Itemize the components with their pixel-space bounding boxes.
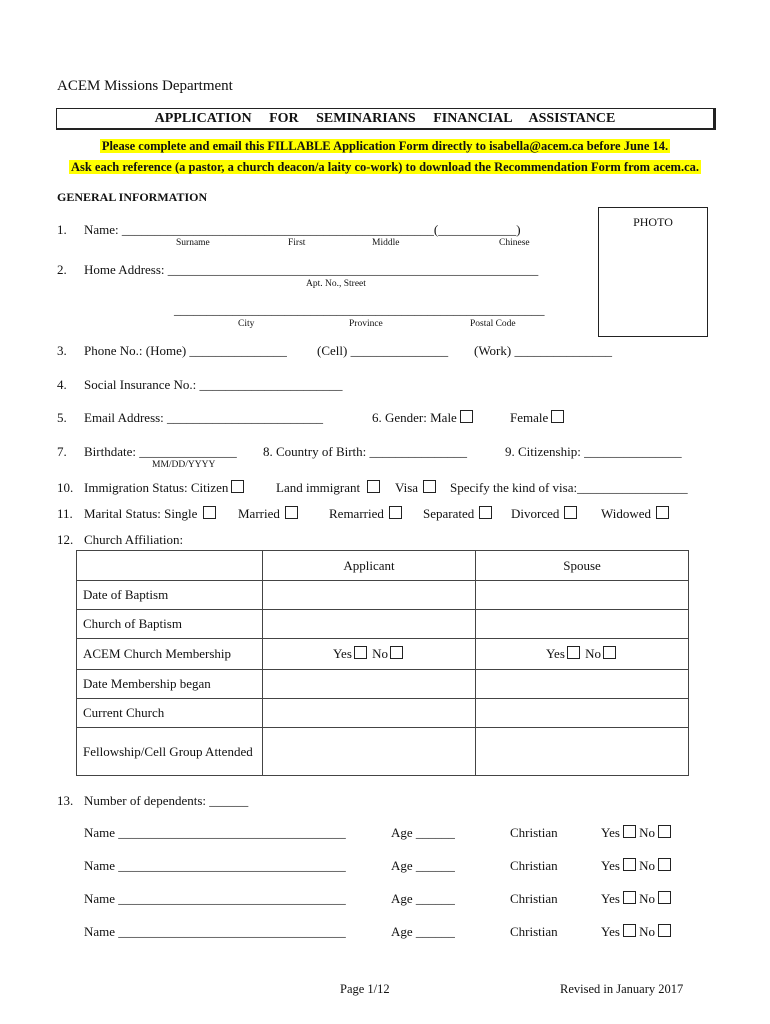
photo-label: PHOTO [633, 215, 673, 229]
birthdate-field[interactable]: Birthdate: _______________ [84, 444, 237, 459]
dependent-yes-checkbox[interactable] [623, 924, 636, 937]
dependents-count-field[interactable]: Number of dependents: ______ [84, 793, 249, 808]
visa-label: Visa [395, 480, 419, 495]
yes-label: Yes [601, 891, 620, 906]
gender-male-label: 6. Gender: Male [372, 410, 457, 425]
table-row [77, 610, 689, 639]
photo-box[interactable] [598, 207, 708, 337]
applicant-membership-began[interactable] [263, 670, 476, 699]
sub-first: First [288, 238, 306, 248]
section-general-info: GENERAL INFORMATION [57, 190, 208, 204]
dependent-no-checkbox[interactable] [658, 858, 671, 871]
sin-field[interactable]: Social Insurance No.: ______________________ [84, 377, 343, 392]
name-field[interactable]: Name: ________________________________________________(____________) [84, 222, 521, 237]
phone-work-field[interactable]: (Work) _______________ [474, 343, 612, 358]
yes-label: Yes [601, 858, 620, 873]
department-name: ACEM Missions Department [57, 78, 233, 94]
row-label-date-of-baptism: Date of Baptism [77, 581, 263, 610]
notice-line-2 [0, 158, 770, 176]
sub-date-format: MM/DD/YYYY [152, 460, 216, 470]
applicant-membership-yes-checkbox[interactable] [354, 646, 367, 659]
applicant-membership-no-checkbox[interactable] [390, 646, 403, 659]
widowed-label: Widowed [601, 506, 652, 521]
applicant-current-church[interactable] [263, 699, 476, 728]
spouse-membership-began[interactable] [476, 670, 689, 699]
dependent-no-checkbox[interactable] [658, 825, 671, 838]
page-number: Page 1/12 [340, 982, 390, 996]
row-label-current-church: Current Church [77, 699, 263, 728]
yes-label: Yes [601, 924, 620, 939]
spouse-fellowship[interactable] [476, 728, 689, 776]
q4-number: 4. [57, 377, 67, 392]
separated-checkbox[interactable] [479, 506, 492, 519]
dependent-christian-label: Christian [510, 825, 558, 840]
dependent-yes-no [601, 825, 671, 841]
row-label-membership-began: Date Membership began [77, 670, 263, 699]
church-affiliation-table [76, 550, 689, 776]
spouse-membership-no-checkbox[interactable] [603, 646, 616, 659]
spouse-yes-label: Yes [545, 646, 565, 661]
no-label: No [639, 825, 656, 840]
col-spouse: Spouse [476, 551, 689, 581]
separated-label: Separated [423, 506, 475, 521]
sub-city: City [238, 319, 255, 329]
gender-label [372, 410, 473, 426]
dependent-name-field[interactable]: Name ___________________________________ [84, 825, 346, 840]
sub-postal: Postal Code [470, 319, 516, 329]
dependent-yes-no [601, 924, 671, 940]
divorced-label: Divorced [511, 506, 560, 521]
notice-email: Please complete and email this FILLABLE Application Form directly to isabella@acem.ca before June 14. [101, 139, 669, 153]
email-field[interactable]: Email Address: ________________________ [84, 410, 324, 425]
marital-separated [423, 506, 492, 522]
gender-female [510, 410, 564, 426]
dependent-yes-no [601, 891, 671, 907]
widowed-checkbox[interactable] [656, 506, 669, 519]
dependent-age-field[interactable]: Age ______ [391, 858, 455, 873]
immigration-citizen [84, 480, 244, 496]
table-row [77, 581, 689, 610]
remarried-checkbox[interactable] [389, 506, 402, 519]
applicant-church-of-baptism[interactable] [263, 610, 476, 639]
country-of-birth-field[interactable]: 8. Country of Birth: _______________ [263, 444, 468, 459]
q3-number: 3. [57, 343, 67, 358]
q5-number: 5. [57, 410, 67, 425]
applicant-date-of-baptism[interactable] [263, 581, 476, 610]
dependent-no-checkbox[interactable] [658, 924, 671, 937]
immigration-citizen-label: Immigration Status: Citizen [84, 480, 229, 495]
q7-number: 7. [57, 444, 67, 459]
table-corner [77, 551, 263, 581]
notice-reference: Ask each reference (a pastor, a church deacon/a laity co-work) to download the Recommendation Form from acem.ca. [70, 160, 700, 174]
dependent-yes-no [601, 858, 671, 874]
sub-chinese: Chinese [499, 238, 530, 248]
land-immigrant-checkbox[interactable] [367, 480, 380, 493]
q1-number: 1. [57, 222, 67, 237]
row-label-church-of-baptism: Church of Baptism [77, 610, 263, 639]
table-row [77, 728, 689, 776]
visa-checkbox[interactable] [423, 480, 436, 493]
col-applicant: Applicant [263, 551, 476, 581]
q2-number: 2. [57, 262, 67, 277]
sub-street: Apt. No., Street [306, 279, 366, 289]
marital-married [238, 506, 298, 522]
city-province-postal-field[interactable]: _________________________________________________________ [174, 302, 545, 317]
revision-note: Revised in January 2017 [560, 982, 684, 996]
table-row [77, 699, 689, 728]
dependent-christian-label: Christian [510, 858, 558, 873]
gender-female-checkbox[interactable] [551, 410, 564, 423]
phone-home-field[interactable]: Phone No.: (Home) _______________ [84, 343, 287, 358]
dependent-christian-label: Christian [510, 891, 558, 906]
single-checkbox[interactable] [203, 506, 216, 519]
yes-label: Yes [601, 825, 620, 840]
immigration-land [276, 480, 380, 496]
divorced-checkbox[interactable] [564, 506, 577, 519]
marital-single [84, 506, 216, 522]
visa-kind-field[interactable]: Specify the kind of visa:_________________ [450, 480, 688, 495]
spouse-current-church[interactable] [476, 699, 689, 728]
dependent-christian-label: Christian [510, 924, 558, 939]
applicant-no-label: No [372, 646, 389, 661]
sub-middle: Middle [372, 238, 400, 248]
dependent-name-field[interactable]: Name ___________________________________ [84, 891, 346, 906]
table-row [77, 670, 689, 699]
q12-number: 12. [57, 532, 74, 547]
marital-widowed [601, 506, 669, 522]
no-label: No [639, 891, 656, 906]
citizenship-field[interactable]: 9. Citizenship: _______________ [505, 444, 682, 459]
q11-number: 11. [57, 506, 73, 521]
gender-female-label: Female [510, 410, 549, 425]
no-label: No [639, 858, 656, 873]
dependent-age-field[interactable]: Age ______ [391, 891, 455, 906]
spouse-no-label: No [585, 646, 602, 661]
citizen-checkbox[interactable] [231, 480, 244, 493]
row-label-acem-membership: ACEM Church Membership [77, 639, 263, 670]
form-title: APPLICATION FOR SEMINARIANS FINANCIAL ASSISTANCE [154, 111, 616, 126]
spouse-church-of-baptism[interactable] [476, 610, 689, 639]
dependent-no-checkbox[interactable] [658, 891, 671, 904]
spouse-membership [476, 639, 689, 670]
spouse-date-of-baptism[interactable] [476, 581, 689, 610]
q10-number: 10. [57, 480, 74, 495]
form-title-box [56, 108, 716, 130]
dependent-yes-checkbox[interactable] [623, 891, 636, 904]
home-address-field[interactable]: Home Address: _________________________________________________________ [84, 262, 539, 277]
dependent-yes-checkbox[interactable] [623, 858, 636, 871]
dependent-name-field[interactable]: Name ___________________________________ [84, 858, 346, 873]
phone-cell-field[interactable]: (Cell) _______________ [317, 343, 449, 358]
gender-male-checkbox[interactable] [460, 410, 473, 423]
church-affiliation-label: Church Affiliation: [84, 532, 184, 547]
immigration-visa [395, 480, 436, 496]
dependent-name-field[interactable]: Name ___________________________________ [84, 924, 346, 939]
land-immigrant-label: Land immigrant [276, 480, 361, 495]
married-checkbox[interactable] [285, 506, 298, 519]
sub-surname: Surname [176, 238, 210, 248]
applicant-fellowship[interactable] [263, 728, 476, 776]
applicant-yes-label: Yes [332, 646, 352, 661]
sub-province: Province [349, 319, 383, 329]
row-label-fellowship: Fellowship/Cell Group Attended [77, 728, 263, 776]
table-row [77, 639, 689, 670]
applicant-membership [263, 639, 476, 670]
marital-remarried [329, 506, 402, 522]
single-label: Marital Status: Single [84, 506, 198, 521]
spouse-membership-yes-checkbox[interactable] [567, 646, 580, 659]
dependent-yes-checkbox[interactable] [623, 825, 636, 838]
remarried-label: Remarried [329, 506, 384, 521]
dependent-age-field[interactable]: Age ______ [391, 924, 455, 939]
married-label: Married [238, 506, 280, 521]
marital-divorced [511, 506, 577, 522]
dependent-age-field[interactable]: Age ______ [391, 825, 455, 840]
q13-number: 13. [57, 793, 74, 808]
notice-line-1 [0, 137, 770, 155]
no-label: No [639, 924, 656, 939]
